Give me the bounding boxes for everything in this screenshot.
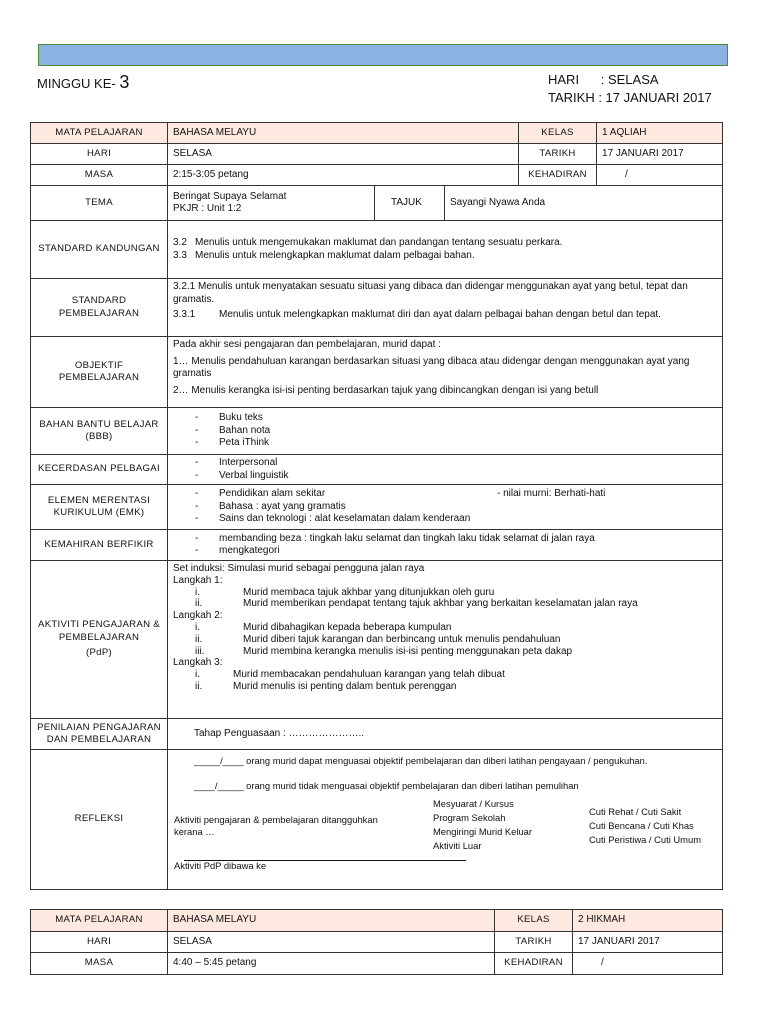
tarikh-label: TARIKH (495, 932, 573, 953)
masa-value: 2:15-3:05 petang (168, 165, 519, 186)
lesson-plan-table-1 (30, 122, 723, 890)
refleksi-tidak-menguasai: ____/_____ orang murid tidak menguasai objektif pembelajaran dan diberi latihan pemulihan (194, 780, 579, 791)
tema-line-2: PKJR : Unit 1:2 (173, 203, 242, 214)
langkah-item: iii. Murid membina kerangka menulis isi-isi penting menggunakan peta dakap (195, 645, 573, 657)
row-aktiviti (31, 561, 723, 719)
refleksi-cuti: Cuti Peristiwa / Cuti Umum (589, 834, 702, 845)
refleksi-cuti: Cuti Rehat / Cuti Sakit (589, 806, 682, 817)
refleksi-sebab: Mengiringi Murid Keluar (433, 826, 533, 837)
langkah-title: Langkah 3: (173, 657, 223, 669)
mata-pelajaran-value: BAHASA MELAYU (168, 123, 519, 144)
kp-item: - Verbal linguistik (195, 469, 289, 481)
emk-item: - Bahasa : ayat yang gramatis (195, 500, 346, 512)
row-tema (31, 186, 723, 221)
hari-value: SELASA (168, 144, 519, 165)
header-banner (38, 44, 728, 66)
penilaian-value: Tahap Penguasaan : ………………….. (168, 719, 723, 750)
standard-pembelajaran-label: STANDARD PEMBELAJARAN (31, 279, 168, 337)
langkah-item: ii. Murid menulis isi penting dalam bentuk perenggan (195, 680, 457, 692)
minggu-label: MINGGU KE- (37, 76, 116, 91)
row-refleksi (31, 750, 723, 890)
standard-kandungan-label: STANDARD KANDUNGAN (31, 221, 168, 279)
kp-item: - Interpersonal (195, 457, 278, 468)
refleksi-value: _____/____ orang murid dapat menguasai objektif pembelajaran dan diberi latihan pengayaan / pengukuhan. ____/_____ orang murid tidak menguasai objektif pembelajaran dan diberi latihan pemulihan Aktiviti pengajaran & pembelajaran ditangguhkan kerana … Mesyuarat / Kursus Program Sekolah Mengiringi Murid Keluar Aktiviti Luar Cuti Rehat / Cuti Sakit Cuti Bencana / Cuti Khas Cuti Peristiwa / Cuti Umum Aktiviti PdP dibawa ke (168, 750, 723, 890)
row-emk (31, 485, 723, 530)
tarikh-value: 17 JANUARI 2017 (597, 144, 723, 165)
minggu-value: 3 (119, 72, 130, 92)
row-masa-2 (31, 953, 723, 975)
tarikh-heading: TARIKH : 17 JANUARI 2017 (548, 90, 712, 105)
hari-label: HARI (31, 144, 168, 165)
masa-label: MASA (31, 165, 168, 186)
tema-label: TEMA (31, 186, 168, 221)
hari-heading: HARI : SELASA (548, 72, 659, 87)
langkah-item: i. Murid membaca tajuk akhbar yang ditunjukkan oleh guru (195, 586, 495, 598)
row-hari-2 (31, 932, 723, 953)
tajuk-label: TAJUK (375, 186, 445, 221)
row-mata-pelajaran (31, 123, 723, 144)
emk-item: - Pendidikan alam sekitar (195, 488, 326, 500)
kecerdasan-label: KECERDASAN PELBAGAI (31, 455, 168, 485)
row-objektif (31, 337, 723, 408)
sk-item: 3.2 Menulis untuk mengemukakan maklumat dan pandangan tentang sesuatu perkara. (173, 237, 563, 248)
langkah-item: i. Murid membacakan pendahuluan karangan yang telah dibuat (195, 669, 505, 681)
objektif-item: 1… Menulis pendahuluan karangan berdasarkan situasi yang dibaca atau didengar dengan menggunakan ayat yang gramatis (173, 355, 690, 379)
mata-pelajaran-label: MATA PELAJARAN (31, 123, 168, 144)
objektif-value (168, 337, 723, 408)
tema-value (168, 186, 375, 221)
bbb-label: BAHAN BANTU BELAJAR (BBB) (31, 408, 168, 455)
kemahiran-berfikir-value (168, 530, 723, 561)
emk-item: - Sains dan teknologi : alat keselamatan dalam kenderaan (195, 513, 471, 525)
emk-value (168, 485, 723, 530)
kelas-label: KELAS (495, 910, 573, 932)
bbb-item: - Peta iThink (195, 437, 270, 449)
refleksi-cuti: Cuti Bencana / Cuti Khas (589, 820, 694, 831)
kehadiran-label: KEHADIRAN (519, 165, 597, 186)
kb-item: - membanding beza : tingkah laku selamat dan tingkah laku tidak selamat di jalan raya (195, 532, 595, 544)
langkah-item: i. Murid dibahagikan kepada beberapa kumpulan (195, 621, 452, 633)
objektif-intro: Pada akhir sesi pengajaran dan pembelajaran, murid dapat : (173, 339, 441, 350)
bbb-item: - Buku teks (195, 412, 263, 424)
row-bbb (31, 408, 723, 455)
sk-item: 3.3 Menulis untuk melengkapkan maklumat dalam pelbagai bahan. (173, 249, 475, 261)
langkah-title: Langkah 1: (173, 574, 223, 586)
mata-pelajaran-label: MATA PELAJARAN (31, 910, 168, 932)
refleksi-tangguh: Aktiviti pengajaran & pembelajaran ditangguhkan (174, 814, 378, 825)
kelas-label: KELAS (519, 123, 597, 144)
sp-item: 3.3.1 Menulis untuk melengkapkan maklumat diri dan ayat dalam pelbagai bahan dengan betul dan tepat. (173, 309, 661, 320)
refleksi-label: REFLEKSI (31, 750, 168, 890)
sp-item: 3.2.1 Menulis untuk menyatakan sesuatu situasi yang dibaca dan didengar menggunakan ayat yang betul, tepat dan gramatis. (173, 281, 688, 305)
row-kecerdasan (31, 455, 723, 485)
minggu-heading (37, 72, 129, 93)
refleksi-menguasai: _____/____ orang murid dapat menguasai objektif pembelajaran dan diberi latihan pengayaan / pengukuhan. (194, 755, 648, 766)
refleksi-sebab: Aktiviti Luar (433, 840, 482, 851)
kelas-value: 2 HIKMAH (573, 910, 723, 932)
kehadiran-value: / (573, 953, 723, 975)
mata-pelajaran-value: BAHASA MELAYU (168, 910, 495, 932)
penilaian-label: PENILAIAN PENGAJARAN DAN PEMBELAJARAN (31, 719, 168, 750)
standard-kandungan-value (168, 221, 723, 279)
objektif-item: 2… Menulis kerangka isi-isi penting berdasarkan tajuk yang dibincangkan dengan isi yang betull (173, 384, 599, 396)
langkah-item: ii. Murid memberikan pendapat tentang tajuk akhbar yang berkaitan keselamatan jalan raya (195, 598, 638, 610)
bbb-value (168, 408, 723, 455)
emk-nilai-murni: - nilai murni: Berhati-hati (497, 488, 606, 499)
row-hari (31, 144, 723, 165)
bbb-item: - Bahan nota (195, 424, 271, 436)
kb-item: - mengkategori (195, 545, 280, 556)
masa-value: 4:40 – 5:45 petang (168, 953, 495, 975)
aktiviti-value (168, 561, 723, 719)
kehadiran-label: KEHADIRAN (495, 953, 573, 975)
langkah-item: ii. Murid diberi tajuk karangan dan berbincang untuk menulis pendahuluan (195, 633, 561, 645)
row-penilaian (31, 719, 723, 750)
refleksi-dibawa-line (184, 860, 466, 861)
refleksi-sebab: Mesyuarat / Kursus (433, 798, 514, 809)
tema-line-1: Beringat Supaya Selamat (173, 190, 287, 202)
lesson-plan-table-2 (30, 909, 723, 975)
tarikh-value: 17 JANUARI 2017 (573, 932, 723, 953)
kemahiran-berfikir-label: KEMAHIRAN BERFIKIR (31, 530, 168, 561)
emk-label: ELEMEN MERENTASI KURIKULUM (EMK) (31, 485, 168, 530)
kehadiran-value: / (597, 165, 723, 186)
refleksi-sebab: Program Sekolah (433, 812, 506, 823)
refleksi-kerana: kerana … (174, 826, 215, 837)
tarikh-label: TARIKH (519, 144, 597, 165)
row-kemahiran-berfikir (31, 530, 723, 561)
kecerdasan-value (168, 455, 723, 485)
langkah-title: Langkah 2: (173, 610, 223, 622)
objektif-label: OBJEKTIF PEMBELAJARAN (31, 337, 168, 408)
hari-label: HARI (31, 932, 168, 953)
aktiviti-label: AKTIVITI PENGAJARAN & PEMBELAJARAN (PdP) (31, 561, 168, 719)
hari-value: SELASA (168, 932, 495, 953)
row-standard-pembelajaran (31, 279, 723, 337)
row-masa (31, 165, 723, 186)
row-mata-pelajaran-2 (31, 910, 723, 932)
kelas-value: 1 AQLIAH (597, 123, 723, 144)
set-induksi: Set induksi: Simulasi murid sebagai pengguna jalan raya (173, 563, 425, 574)
row-standard-kandungan (31, 221, 723, 279)
standard-pembelajaran-value (168, 279, 723, 337)
masa-label: MASA (31, 953, 168, 975)
tajuk-value: Sayangi Nyawa Anda (445, 186, 723, 221)
